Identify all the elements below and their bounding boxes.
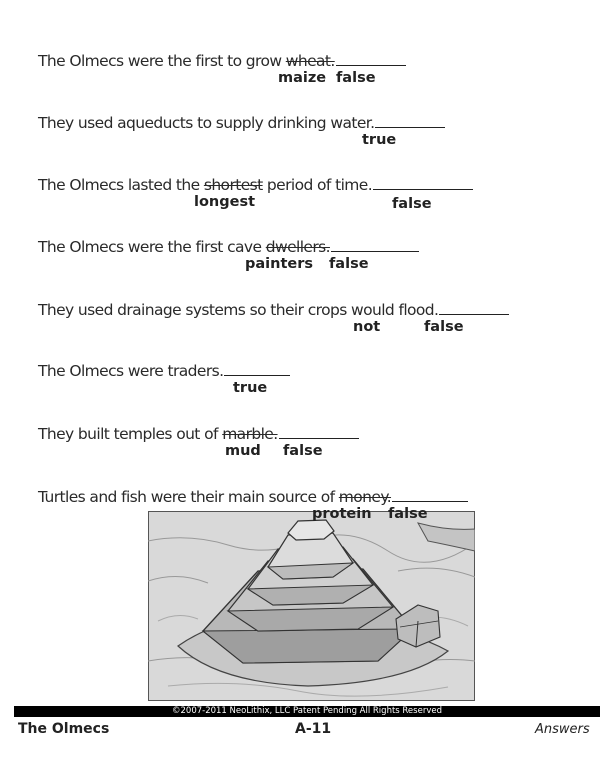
answer-blank-5 [439, 313, 509, 315]
answer-blank-6 [224, 374, 290, 376]
statement-3-text: The Olmecs lasted the [38, 176, 204, 194]
statement-4 [38, 238, 419, 256]
statement-4-struck: dwellers. [265, 238, 330, 256]
verdict-4: false [329, 256, 369, 272]
statement-7-struck: marble. [222, 425, 278, 443]
correction-3: longest [194, 194, 256, 210]
answer-blank-4 [331, 250, 419, 252]
statement-1 [38, 52, 406, 70]
statement-8 [38, 488, 468, 506]
verdict-1: false [336, 70, 376, 86]
answer-blank-2 [375, 126, 445, 128]
statement-7 [38, 425, 359, 443]
statement-8-struck: money. [338, 488, 392, 506]
statement-5 [38, 301, 509, 319]
correction-4: painters [245, 256, 314, 272]
correction-7: mud [225, 443, 261, 459]
statement-5-text: They used drainage systems so their crops would flood. [38, 301, 439, 319]
verdict-7: false [283, 443, 323, 459]
page-number: A-11 [295, 721, 332, 737]
statement-7-text: They built temples out of [38, 425, 223, 443]
statement-3 [38, 176, 473, 194]
pyramid-illustration-icon [148, 511, 475, 701]
answer-blank-8 [392, 500, 468, 502]
copyright-bar: ©2007-2011 NeoLithix, LLC Patent Pending All Rights Reserved [14, 706, 600, 717]
correction-1: maize [278, 70, 327, 86]
verdict-6: true [233, 380, 268, 396]
answer-blank-3 [373, 188, 473, 190]
statement-3-text-end: period of time. [262, 176, 373, 194]
correction-5: not [353, 319, 381, 335]
statement-6 [38, 362, 290, 380]
statement-8-text: Turtles and fish were their main source of [38, 488, 339, 506]
statement-3-struck: shortest [203, 176, 263, 194]
answer-blank-7 [279, 437, 359, 439]
unit-title: The Olmecs [18, 721, 110, 737]
verdict-3: false [392, 196, 432, 212]
statement-1-struck: wheat. [285, 52, 335, 70]
correction-8: protein [312, 506, 372, 522]
statement-6-text: The Olmecs were traders. [38, 362, 224, 380]
statement-1-text: The Olmecs were the first to grow [38, 52, 286, 70]
answer-blank-1 [336, 64, 406, 66]
verdict-2: true [362, 132, 397, 148]
statement-2 [38, 114, 445, 132]
verdict-8: false [388, 506, 428, 522]
section-label: Answers [535, 722, 590, 737]
statement-4-text: The Olmecs were the first cave [38, 238, 266, 256]
verdict-5: false [424, 319, 464, 335]
statement-2-text: They used aqueducts to supply drinking water. [38, 114, 375, 132]
